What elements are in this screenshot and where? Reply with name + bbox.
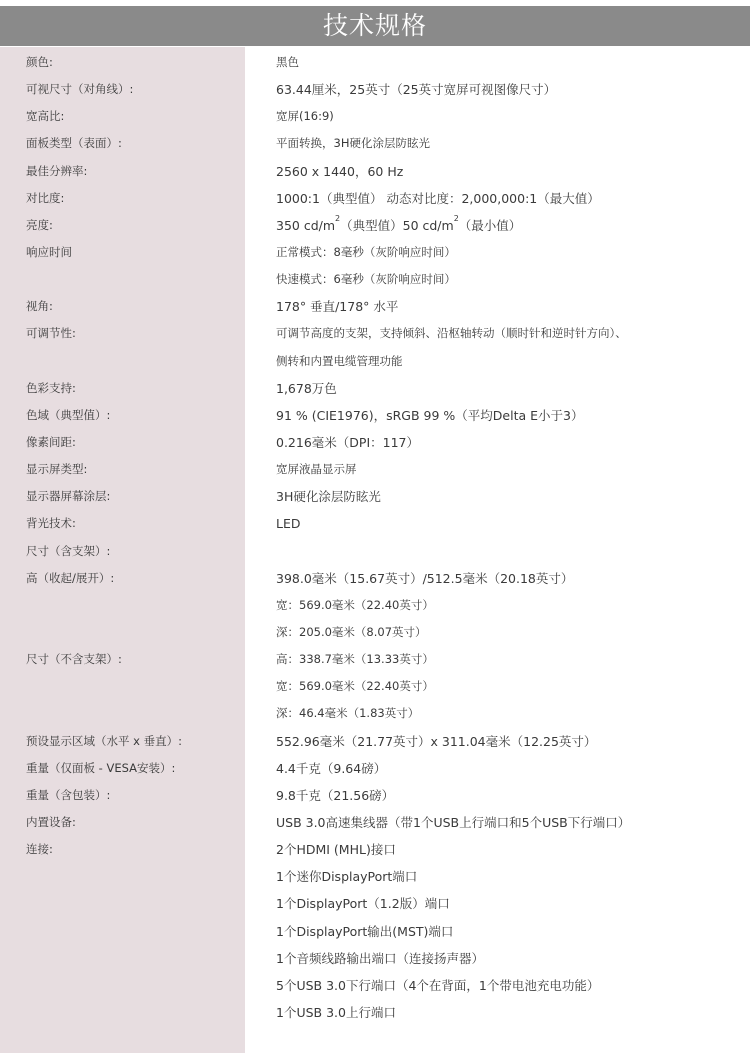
spec-row [0,212,750,239]
spec-label: 最佳分辨率: [26,163,88,178]
spec-label: 高（收起/展开）: [26,570,115,585]
spec-label: 颜色: [26,55,53,69]
spec-value: 178° 垂直/178° 水平 [276,299,399,315]
superscript: 2 [453,213,459,223]
spec-label: 视角: [26,299,53,314]
spec-row [0,375,750,402]
spec-row [0,538,750,565]
spec-label: 响应时间 [26,244,72,259]
spec-row [0,565,750,592]
spec-value: 宽屏(16:9) [276,109,334,124]
spec-value: 1个音频线路输出端口（连接扬声器） [276,950,484,966]
spec-row [0,293,750,320]
spec-row [0,646,750,673]
spec-row [0,239,750,266]
spec-value: 1,678万色 [276,380,337,396]
spec-value: 可调节高度的支架，支持倾斜、沿枢轴转动（顺时针和逆时针方向）、 [276,326,627,341]
spec-value [276,212,746,239]
spec-row [0,863,750,890]
spec-label: 对比度: [26,190,65,205]
spec-value: 3H硬化涂层防眩光 [276,489,381,505]
spec-label: 色域（典型值）: [26,407,111,422]
spec-label: 重量（仅面板 - VESA安装）: [26,760,176,775]
spec-value: 5个USB 3.0下行端口（4个在背面，1个带电池充电功能） [276,977,600,993]
spec-row [0,510,750,537]
spec-value: 398.0毫米（15.67英寸）/512.5毫米（20.18英寸） [276,570,574,586]
spec-row [0,185,750,212]
spec-row [0,592,750,619]
spec-value: USB 3.0高速集线器（带1个USB上行端口和5个USB下行端口） [276,814,631,830]
value-part: （典型值）50 cd/m [340,217,454,233]
spec-label: 宽高比: [26,109,65,124]
spec-value: 1个DisplayPort输出(MST)端口 [276,923,454,939]
spec-row [0,972,750,999]
spec-label: 背光技术: [26,516,76,531]
spec-label: 重量（含包装）: [26,787,111,802]
spec-row [0,158,750,185]
spec-row [0,456,750,483]
spec-value: 0.216毫米（DPI：117） [276,434,419,450]
spec-row [0,890,750,917]
spec-value: 91 % (CIE1976)，sRGB 99 %（平均Delta E小于3） [276,407,584,423]
spec-value: 高：338.7毫米（13.33英寸） [276,652,434,667]
spec-value: 63.44厘米，25英寸（25英寸宽屏可视图像尺寸） [276,82,557,98]
spec-value: 1个迷你DisplayPort端口 [276,869,418,885]
spec-row [0,76,750,103]
spec-value: 1个USB 3.0上行端口 [276,1004,396,1020]
spec-value: 4.4千克（9.64磅） [276,760,387,776]
spec-row [0,348,750,375]
spec-label: 显示屏类型: [26,462,88,477]
spec-row [0,402,750,429]
superscript: 2 [335,213,341,223]
spec-value: 1000:1（典型值） 动态对比度：2,000,000:1（最大值） [276,190,600,206]
spec-row [0,320,750,347]
spec-row [0,728,750,755]
spec-label: 连接: [26,842,53,857]
value-part: （最小值） [458,217,522,233]
spec-value: 侧转和内置电缆管理功能 [276,353,403,368]
spec-label: 尺寸（不含支架）: [26,652,122,667]
spec-row [0,266,750,293]
spec-row [0,483,750,510]
spec-label: 亮度: [26,217,53,232]
spec-value: 2560 x 1440，60 Hz [276,163,404,179]
spec-label: 像素间距: [26,434,76,449]
spec-row [0,945,750,972]
spec-row [0,49,750,76]
spec-label: 面板类型（表面）: [26,136,122,151]
spec-label: 可视尺寸（对角线）: [26,82,134,97]
spec-value: 宽屏液晶显示屏 [276,462,357,477]
spec-value: 深：46.4毫米（1.83英寸） [276,706,420,721]
spec-value: 9.8千克（21.56磅） [276,787,395,803]
spec-value: 1个DisplayPort（1.2版）端口 [276,896,450,912]
spec-value: 2个HDMI (MHL)接口 [276,842,396,858]
spec-label: 显示器屏幕涂层: [26,489,111,504]
spec-label: 尺寸（含支架）: [26,543,111,558]
spec-row [0,673,750,700]
spec-value: 552.96毫米（21.77英寸）x 311.04毫米（12.25英寸） [276,733,597,749]
spec-value: 快速模式：6毫秒（灰阶响应时间） [276,272,456,287]
spec-row [0,782,750,809]
spec-value: 正常模式：8毫秒（灰阶响应时间） [276,244,456,259]
page-title: 技术规格 [0,6,750,46]
spec-row [0,999,750,1026]
spec-row [0,809,750,836]
spec-row [0,619,750,646]
spec-value: 宽：569.0毫米（22.40英寸） [276,597,434,612]
spec-table [0,49,750,1026]
spec-row [0,836,750,863]
spec-row [0,700,750,727]
spec-value: 宽：569.0毫米（22.40英寸） [276,679,434,694]
spec-row [0,103,750,130]
spec-label: 色彩支持: [26,380,76,395]
spec-value: LED [276,516,301,532]
spec-row [0,130,750,157]
spec-value: 平面转换，3H硬化涂层防眩光 [276,136,430,151]
spec-label: 可调节性: [26,326,76,341]
spec-value: 深：205.0毫米（8.07英寸） [276,624,427,639]
spec-row [0,755,750,782]
spec-row [0,429,750,456]
spec-row [0,918,750,945]
spec-label: 内置设备: [26,814,76,829]
spec-value: 黑色 [276,55,299,69]
value-part: 350 cd/m [276,217,336,233]
spec-label: 预设显示区域（水平 x 垂直）: [26,733,182,748]
